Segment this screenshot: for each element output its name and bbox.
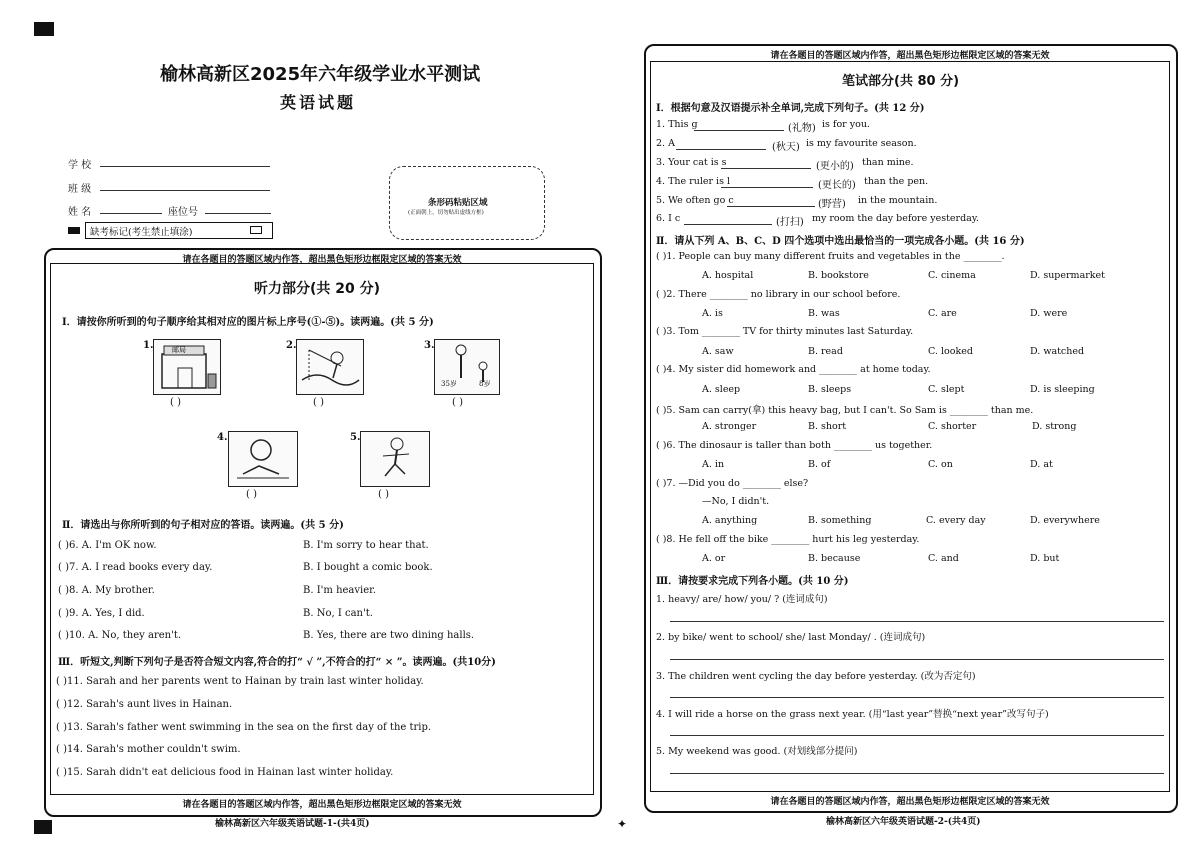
judge-item: ( )11. Sarah and her parents went to Hainan by train last winter holiday. [56, 676, 424, 687]
absent-checkbox[interactable] [250, 226, 262, 234]
mcq-option-a: A. saw [702, 346, 734, 357]
option-b: B. I'm sorry to hear that. [303, 540, 429, 551]
judge-item: ( )14. Sarah's mother couldn't swim. [56, 744, 241, 755]
class-label: 班 级 [68, 184, 92, 195]
seat-label: 座位号 [168, 207, 198, 218]
mcq-option-a: A. is [702, 308, 723, 319]
mcq-option-d: D. but [1030, 553, 1060, 564]
age-label: 35岁 [441, 380, 457, 388]
mcq-option-b: B. short [808, 421, 847, 432]
barcode-note: (正面朝上，切勿贴出虚线方框) [408, 210, 484, 216]
mcq-option-d: D. everywhere [1030, 515, 1100, 526]
post-office-picture [153, 339, 221, 395]
pic-number: 3. [424, 340, 435, 351]
mcq-option-c: C. slept [928, 384, 965, 395]
notice-top-right: 请在各题目的答题区域内作答，超出黑色矩形边框限定区域的答案无效 [770, 51, 1050, 61]
rewrite-item: 1. heavy/ are/ how/ you/ ? (连词成句) [656, 594, 828, 605]
age-label: 8岁 [479, 380, 491, 388]
answer-line[interactable] [670, 697, 1164, 698]
pic-number: 4. [217, 432, 228, 443]
part3-heading: Ⅲ．听短文,判断下列句子是否符合短文内容,符合的打“ √ ”,不符合的打“ × ”。读两遍。(共10分) [58, 657, 496, 668]
mcq-option-a: A. stronger [702, 421, 757, 432]
skating-girl-picture [360, 431, 430, 487]
mcq-option-d: D. at [1030, 459, 1053, 470]
fill-hint: (打扫) [776, 217, 804, 228]
judge-item: ( )15. Sarah didn't eat delicious food in Hainan last winter holiday. [56, 767, 394, 778]
fill-item-prefix: 2. A [656, 138, 675, 149]
exam-subtitle: 英语试题 [280, 93, 357, 112]
fill-item-prefix: 4. The ruler is l [656, 176, 731, 187]
pic-number: 1. [143, 340, 154, 351]
school-field[interactable] [100, 166, 270, 167]
pic-number: 2. [286, 340, 297, 351]
fill-item-prefix: 1. This g [656, 119, 698, 130]
mcq-question: ( )6. The dinosaur is taller than both ________ us together. [656, 440, 933, 451]
skater-icon [361, 432, 429, 486]
name-field[interactable] [100, 213, 162, 214]
mcq-question: ( )1. People can buy many different fruits and vegetables in the ________. [656, 251, 1005, 262]
option-b: B. Yes, there are two dining halls. [303, 630, 475, 641]
mcq-option-d: D. watched [1030, 346, 1085, 357]
judge-item: ( )12. Sarah's aunt lives in Hainan. [56, 699, 233, 710]
mcq-question: ( )7. —Did you do ________ else? [656, 478, 809, 489]
judge-item: ( )13. Sarah's father went swimming in the sea on the first day of the trip. [56, 722, 432, 733]
mcq-option-a: A. sleep [702, 384, 741, 395]
fill-item-suffix: is my favourite season. [806, 138, 917, 149]
mcq-option-b: B. read [808, 346, 843, 357]
mcq-option-a: A. anything [702, 515, 758, 526]
mcq-option-b: B. of [808, 459, 831, 470]
mcq-option-c: C. on [928, 459, 953, 470]
rewrite-item: 2. by bike/ went to school/ she/ last Monday/ . (连词成句) [656, 632, 926, 643]
part2-heading: Ⅱ．请选出与你所听到的句子相对应的答语。读两遍。(共 5 分) [62, 520, 344, 531]
mcq-option-b: B. because [808, 553, 861, 564]
fill-hint: (更长的) [818, 180, 856, 191]
mcq-option-c: C. and [928, 553, 959, 564]
mcq-option-c: C. cinema [928, 270, 976, 281]
fill-item-suffix: than the pen. [864, 176, 929, 187]
page-footer-left: 榆林高新区六年级英语试题-1-(共4页) [215, 819, 370, 829]
pic-number: 5. [350, 432, 361, 443]
mcq-option-c: C. every day [926, 515, 986, 526]
answer-paren[interactable]: ( ) [378, 489, 389, 500]
mcq-option-c: C. are [928, 308, 957, 319]
w-part2-heading: Ⅱ．请从下列 A、B、C、D 四个选项中选出最恰当的一项完成各小题。(共 16 分) [656, 236, 1025, 247]
answer-line[interactable] [670, 659, 1164, 660]
answer-paren[interactable]: ( ) [313, 397, 324, 408]
mcq-option-b: B. something [808, 515, 872, 526]
name-label: 姓 名 [68, 207, 92, 218]
writing-section-title: 笔试部分(共 80 分) [842, 74, 960, 89]
barcode-title: 条形码粘贴区域 [428, 198, 488, 208]
fill-item-suffix: my room the day before yesterday. [812, 213, 979, 224]
question-row: ( )8. A. My brother. [58, 585, 155, 596]
fishing-icon [297, 340, 363, 394]
w-part3-heading: Ⅲ．请按要求完成下列各小题。(共 10 分) [656, 576, 849, 587]
answer-line[interactable] [670, 621, 1164, 622]
writing-boy-picture [228, 431, 298, 487]
question-row: ( )7. A. I read books every day. [58, 562, 213, 573]
mcq-option-d: D. is sleeping [1030, 384, 1095, 395]
rewrite-item: 4. I will ride a horse on the grass next year. (用“last year”替换“next year”改写句子) [656, 709, 1049, 720]
school-label: 学 校 [68, 160, 92, 171]
crosshair-mark: ✦ [617, 817, 628, 831]
mcq-question: ( )2. There ________ no library in our school before. [656, 289, 901, 300]
mcq-option-d: D. were [1030, 308, 1068, 319]
answer-paren[interactable]: ( ) [452, 397, 463, 408]
fill-item-suffix: in the mountain. [858, 195, 938, 206]
fill-blank[interactable] [684, 224, 772, 225]
fill-item-suffix: than mine. [862, 157, 914, 168]
question-row: ( )9. A. Yes, I did. [58, 608, 145, 619]
fill-blank[interactable] [676, 149, 766, 150]
rewrite-item: 3. The children went cycling the day before yesterday. (改为否定句) [656, 671, 976, 682]
fishing-picture [296, 339, 364, 395]
fill-blank[interactable] [727, 206, 815, 207]
fill-item-prefix: 6. I c [656, 213, 681, 224]
option-b: B. I bought a comic book. [303, 562, 433, 573]
post-office-sign: 邮局 [172, 346, 186, 354]
seat-field[interactable] [205, 213, 271, 214]
w-part1-heading: I．根据句意及汉语提示补全单词,完成下列句子。(共 12 分) [656, 103, 925, 114]
answer-paren[interactable]: ( ) [170, 397, 181, 408]
page-footer-right: 榆林高新区六年级英语试题-2-(共4页) [826, 817, 981, 827]
mcq-option-c: C. looked [928, 346, 973, 357]
mcq-question: ( )4. My sister did homework and ________ at home today. [656, 364, 931, 375]
listening-section-title: 听力部分(共 20 分) [254, 281, 381, 297]
mcq-option-d: D. supermarket [1030, 270, 1105, 281]
question-row: ( )6. A. I'm OK now. [58, 540, 157, 551]
question-row: ( )10. A. No, they aren't. [58, 630, 182, 641]
fill-blank[interactable] [694, 130, 784, 131]
notice-bottom-right: 请在各题目的答题区域内作答，超出黑色矩形边框限定区域的答案无效 [770, 797, 1050, 807]
mcq-question: ( )5. Sam can carry(拿) this heavy bag, but I can't. So Sam is ________ than me. [656, 405, 1034, 416]
fill-item-suffix: is for you. [822, 119, 870, 130]
fill-item-prefix: 5. We often go c [656, 195, 734, 206]
notice-top-left: 请在各题目的答题区域内作答，超出黑色矩形边框限定区域的答案无效 [182, 255, 462, 265]
boy-writing-icon [229, 432, 297, 486]
registration-mark [34, 820, 52, 834]
answer-line[interactable] [670, 773, 1164, 774]
absent-marker-block [68, 227, 80, 234]
exam-title: 榆林高新区2025年六年级学业水平测试 [160, 64, 481, 85]
fill-hint: (秋天) [772, 142, 800, 153]
mcq-option-a: A. in [702, 459, 725, 470]
fill-item-prefix: 3. Your cat is s [656, 157, 727, 168]
answer-line[interactable] [670, 735, 1164, 736]
fill-blank[interactable] [721, 168, 811, 169]
mcq-question-reply: —No, I didn't. [702, 496, 770, 507]
mcq-option-b: B. bookstore [808, 270, 869, 281]
fill-hint: (礼物) [788, 123, 816, 134]
notice-bottom-left: 请在各题目的答题区域内作答，超出黑色矩形边框限定区域的答案无效 [182, 800, 462, 810]
fill-hint: (野营) [818, 199, 846, 210]
class-field[interactable] [100, 190, 270, 191]
mcq-option-b: B. was [808, 308, 840, 319]
option-b: B. I'm heavier. [303, 585, 377, 596]
mcq-option-a: A. or [702, 553, 726, 564]
option-b: B. No, I can't. [303, 608, 373, 619]
fill-blank[interactable] [721, 187, 813, 188]
absent-label: 缺考标记(考生禁止填涂) [90, 227, 193, 238]
fill-hint: (更小的) [816, 161, 854, 172]
mcq-option-b: B. sleeps [808, 384, 852, 395]
mcq-question: ( )8. He fell off the bike ________ hurt his leg yesterday. [656, 534, 920, 545]
mcq-option-c: C. shorter [928, 421, 977, 432]
part1-heading: I．请按你所听到的句子顺序给其相对应的图片标上序号(①-⑤)。读两遍。(共 5 分) [62, 317, 434, 328]
answer-paren[interactable]: ( ) [246, 489, 257, 500]
mcq-option-d: D. strong [1032, 421, 1077, 432]
mcq-option-a: A. hospital [702, 270, 754, 281]
mcq-question: ( )3. Tom ________ TV for thirty minutes last Saturday. [656, 326, 914, 337]
rewrite-item: 5. My weekend was good. (对划线部分提问) [656, 746, 858, 757]
registration-mark [34, 22, 54, 36]
post-office-icon [154, 340, 220, 394]
